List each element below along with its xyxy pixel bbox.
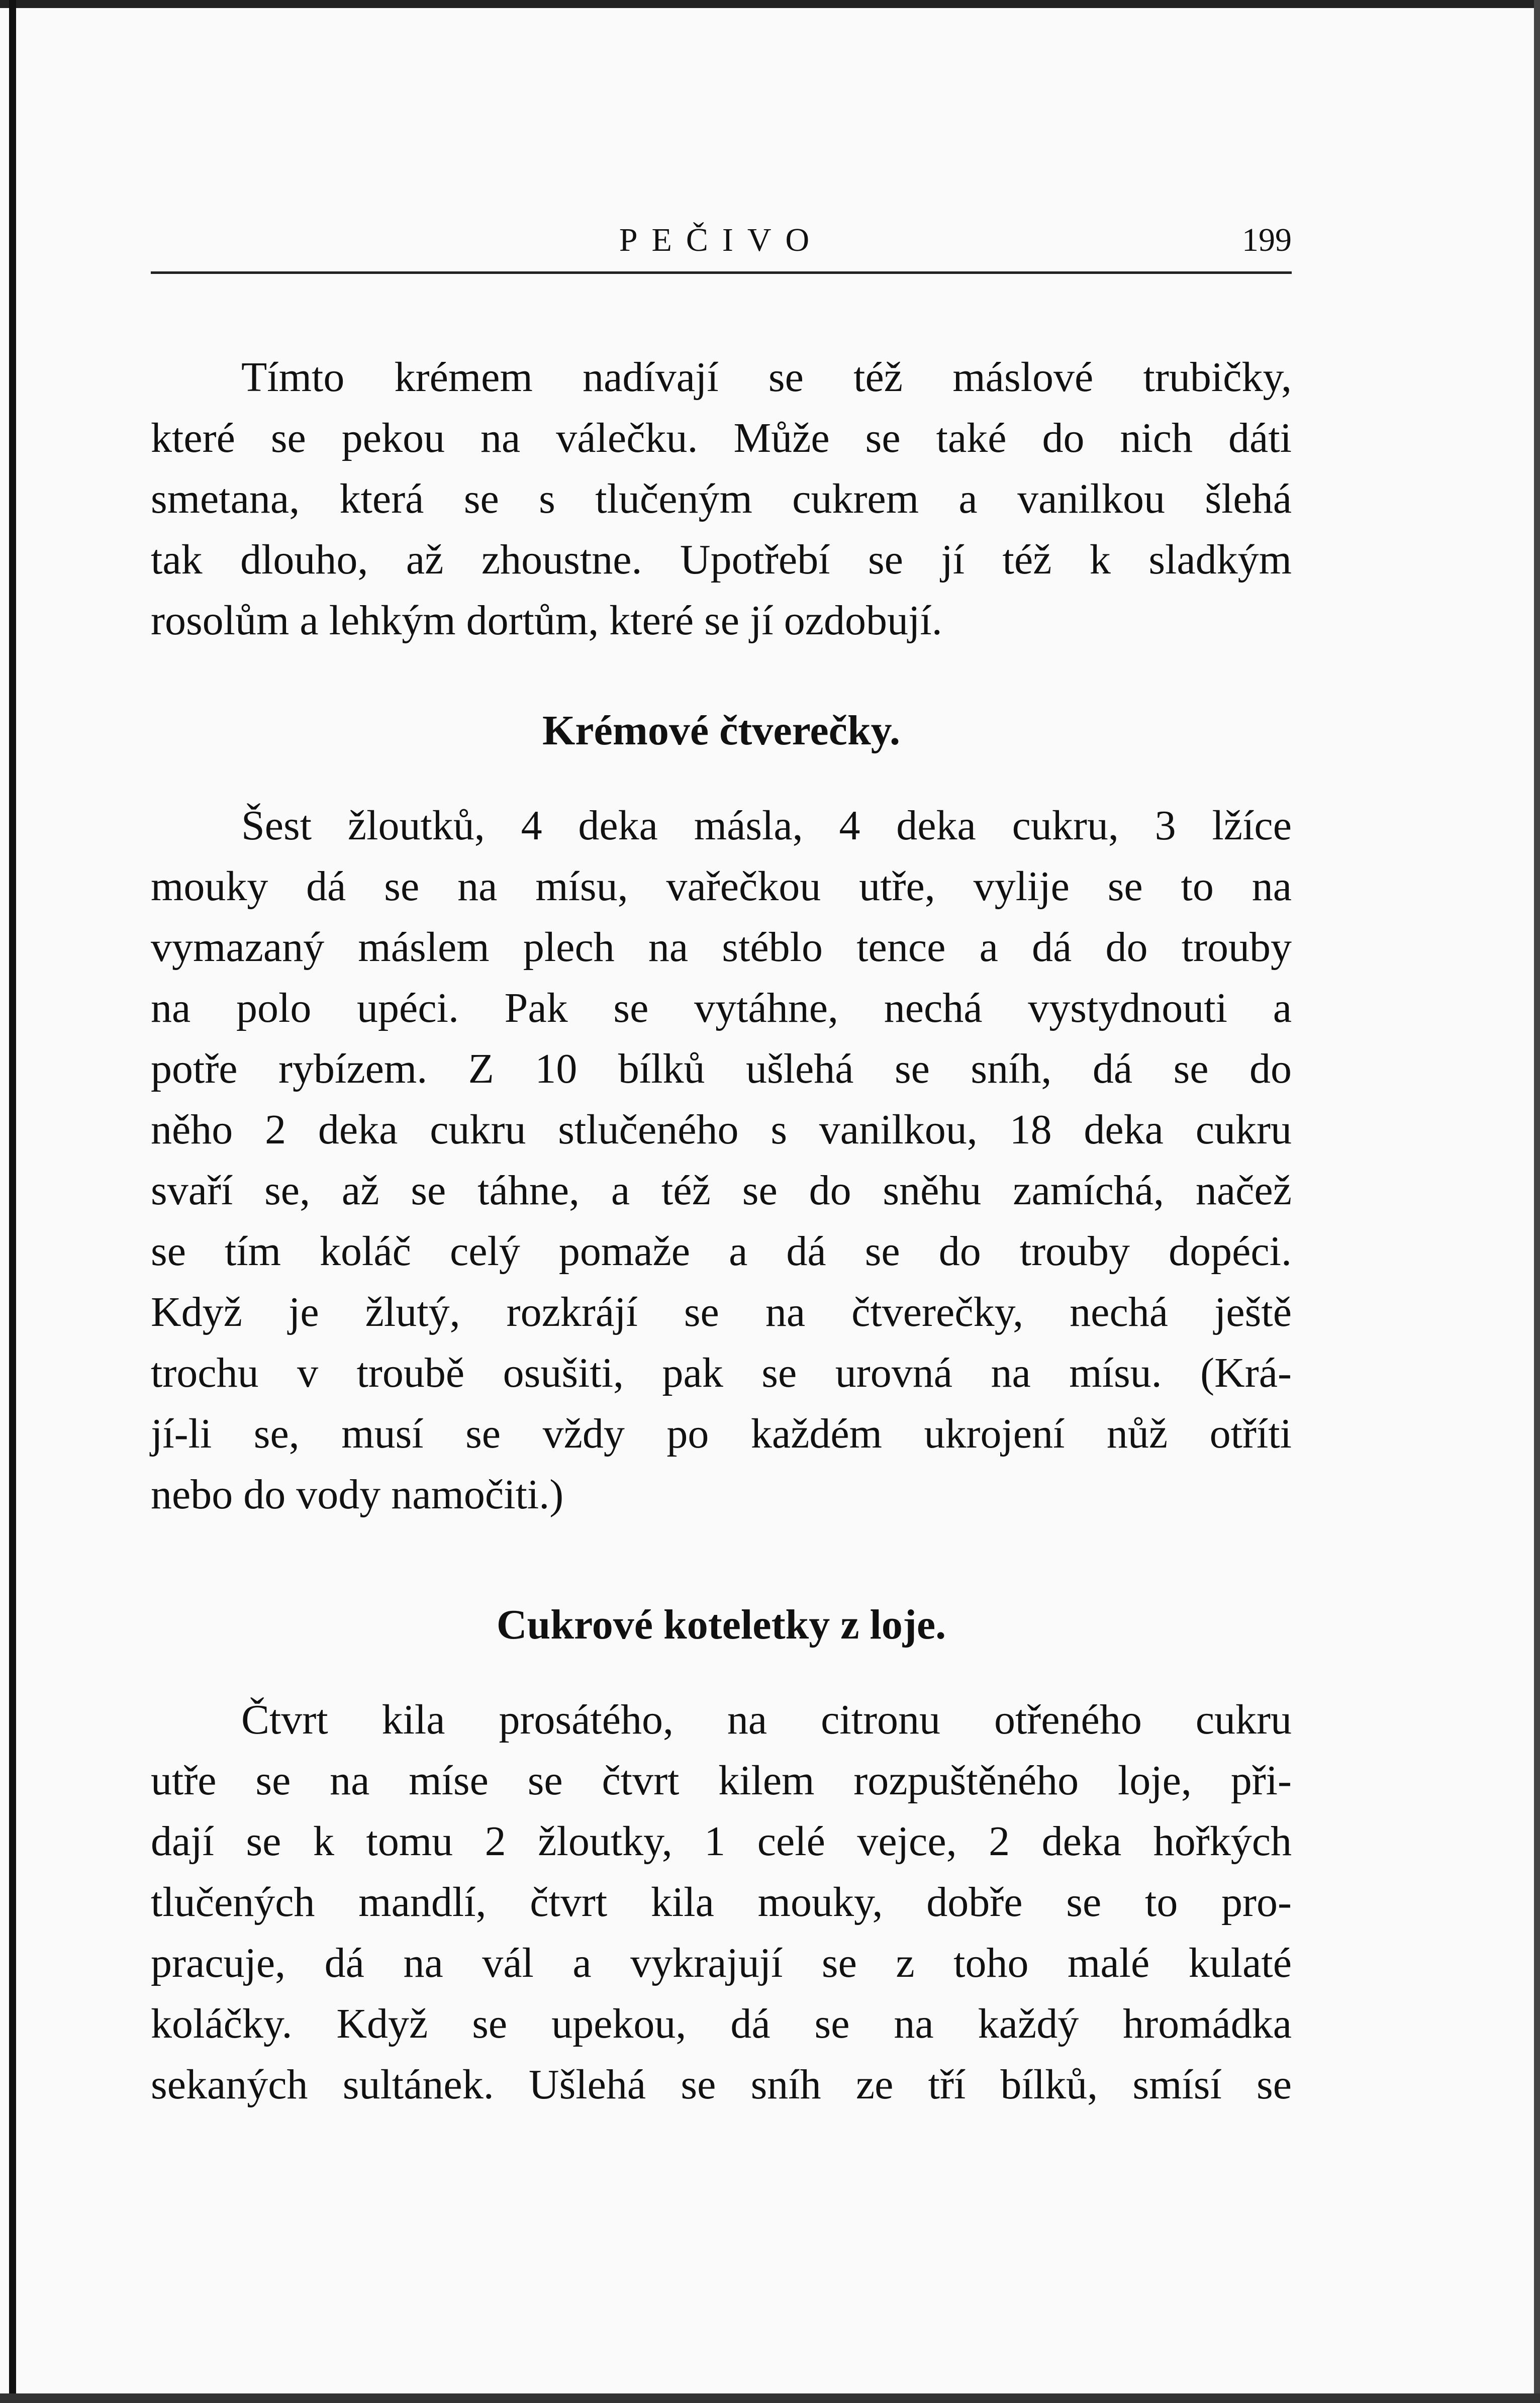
text-line: utře se na míse se čtvrt kilem rozpuštěného loje, při- bbox=[151, 1757, 1292, 1804]
recipe-heading-cream-squares: Krémové čtverečky. bbox=[542, 707, 901, 754]
page-number: 199 bbox=[1242, 222, 1292, 258]
running-title: PEČIVO bbox=[619, 222, 824, 258]
text-line: nebo do vody namočiti.) bbox=[151, 1471, 564, 1518]
text-line: se tím koláč celý pomaže a dá se do trouby dopéci. bbox=[151, 1228, 1292, 1275]
recipe-heading-sugar-cutlets: Cukrové koteletky z loje. bbox=[496, 1601, 946, 1648]
book-page bbox=[151, 211, 1292, 2115]
text-line: mouky dá se na mísu, vařečkou utře, vylije se to na bbox=[151, 863, 1292, 910]
paragraph-cream-uses bbox=[151, 347, 1292, 651]
text-line: Šest žloutků, 4 deka másla, 4 deka cukru, 3 lžíce bbox=[241, 802, 1292, 849]
text-line: něho 2 deka cukru stlučeného s vanilkou, 18 deka cukru bbox=[151, 1106, 1292, 1153]
scan-edge-bottom bbox=[0, 2393, 1540, 2403]
text-line: Čtvrt kila prosátého, na citronu otřeného cukru bbox=[241, 1696, 1292, 1743]
scan-edge-right bbox=[1534, 0, 1540, 2403]
text-line: rosolům a lehkým dortům, které se jí ozdobují. bbox=[151, 597, 942, 644]
page-header bbox=[151, 211, 1292, 274]
scan-edge-top bbox=[0, 0, 1540, 8]
text-line: svaří se, až se táhne, a též se do sněhu zamíchá, načež bbox=[151, 1167, 1292, 1214]
paragraph-cream-squares-recipe bbox=[151, 795, 1292, 1525]
text-line: tak dlouho, až zhoustne. Upotřebí se jí též k sladkým bbox=[151, 536, 1292, 583]
text-line: na polo upéci. Pak se vytáhne, nechá vystydnouti a bbox=[151, 985, 1292, 1031]
text-line: Tímto krémem nadívají se též máslové trubičky, bbox=[241, 354, 1292, 401]
text-line: koláčky. Když se upekou, dá se na každý hromádka bbox=[151, 2000, 1292, 2047]
text-line: tlučených mandlí, čtvrt kila mouky, dobře se to pro- bbox=[151, 1879, 1292, 1926]
text-line: sekaných sultánek. Ušlehá se sníh ze tří bílků, smísí se bbox=[151, 2061, 1292, 2108]
text-line: trochu v troubě osušiti, pak se urovná na mísu. (Krá- bbox=[151, 1350, 1292, 1396]
text-line: dají se k tomu 2 žloutky, 1 celé vejce, 2 deka hořkých bbox=[151, 1818, 1292, 1865]
text-line: jí-li se, musí se vždy po každém ukrojení nůž otříti bbox=[151, 1410, 1292, 1457]
paragraph-sugar-cutlets-recipe bbox=[151, 1689, 1292, 2115]
text-line: pracuje, dá na vál a vykrajují se z toho malé kulaté bbox=[151, 1940, 1292, 1986]
scan-edge-left bbox=[9, 0, 16, 2403]
text-line: Když je žlutý, rozkrájí se na čtverečky, nechá ještě bbox=[151, 1289, 1292, 1335]
text-line: vymazaný máslem plech na stéblo tence a dá do trouby bbox=[151, 924, 1292, 971]
text-line: potře rybízem. Z 10 bílků ušlehá se sníh, dá se do bbox=[151, 1045, 1292, 1092]
text-line: které se pekou na válečku. Může se také do nich dáti bbox=[151, 415, 1292, 461]
text-line: smetana, která se s tlučeným cukrem a vanilkou šlehá bbox=[151, 475, 1292, 522]
